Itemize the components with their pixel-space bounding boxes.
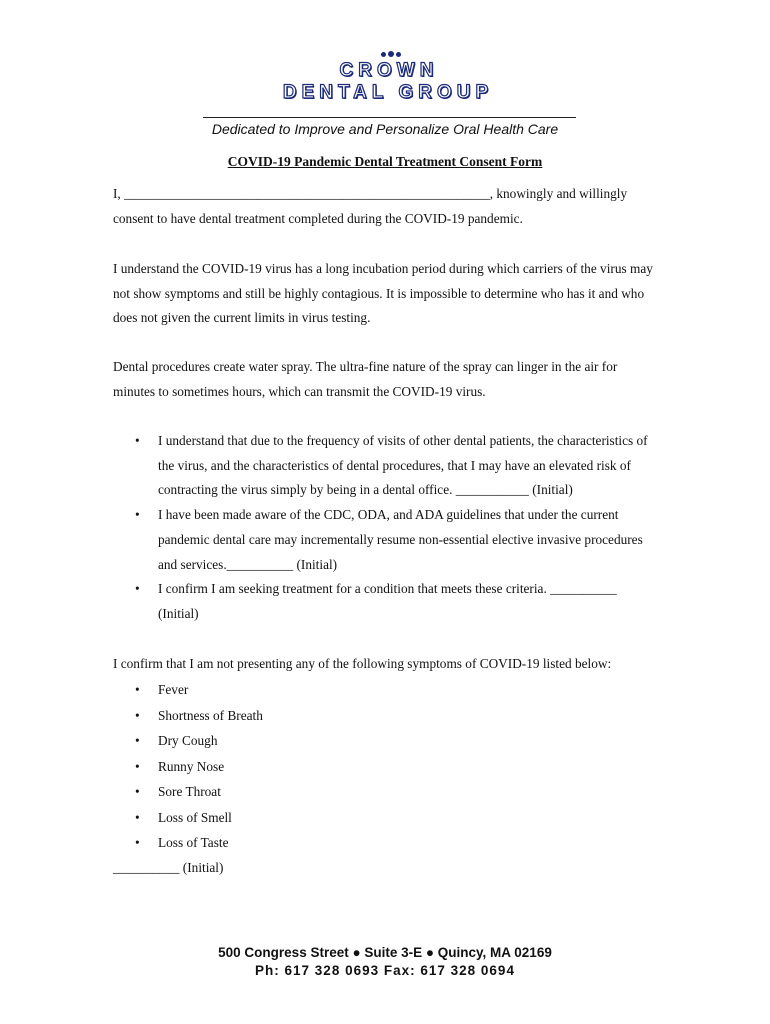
incubation-paragraph: I understand the COVID-19 virus has a long incubation period during which carriers of the virus may not show symptoms and still be highly contagious. It is impossible to determine who has it and who does not given the current limits in virus testing. — [113, 261, 653, 326]
list-item — [113, 728, 658, 754]
symptom-text: Shortness of Breath — [158, 707, 263, 723]
tagline: Dedicated to Improve and Personalize Oral Health Care — [211, 121, 559, 137]
list-item — [113, 830, 658, 856]
bullet-icon: • — [135, 784, 140, 799]
symptoms-initial-line: __________ (Initial) — [113, 860, 224, 875]
acknowledgement-text: I understand that due to the frequency of visits of other dental patients, the characteristics of the virus, and the characteristics of dental procedures, that I may have an elevated risk of contracting the virus simply by being in a dental office. ___________ (Initial) — [158, 433, 648, 498]
consent-intro: I, _______________________________________________________, knowingly and willingly consent to have dental treatment completed during the COVID-19 pandemic. — [113, 186, 628, 226]
header-divider — [203, 117, 576, 118]
symptom-text: Runny Nose — [158, 758, 225, 774]
symptom-text: Sore Throat — [158, 784, 221, 799]
symptom-text: Loss of Taste — [158, 835, 229, 850]
bullet-icon: • — [135, 507, 140, 523]
crown-icon — [12, 50, 770, 58]
list-item — [113, 429, 658, 503]
footer-phone-fax: Ph: 617 328 0693 Fax: 617 328 0694 — [255, 963, 515, 978]
symptom-text: Fever — [158, 682, 189, 697]
bullet-icon: • — [135, 682, 140, 697]
bullet-icon: • — [135, 433, 140, 448]
bullet-icon: • — [135, 809, 140, 825]
crown-dental-logo — [0, 50, 770, 104]
footer-address: 500 Congress Street ● Suite 3-E ● Quincy, MA 02169 — [218, 945, 552, 960]
form-title: COVID-19 Pandemic Dental Treatment Consent Form — [227, 154, 543, 169]
acknowledgement-text: I have been made aware of the CDC, ODA, and ADA guidelines that under the current pandemic dental care may incrementally resume non-essential elective invasive procedures and services.__________ (Initial) — [158, 507, 643, 572]
list-item — [113, 779, 658, 805]
bullet-icon: • — [135, 835, 140, 850]
symptoms-list — [113, 677, 658, 856]
list-item — [113, 577, 658, 626]
symptom-text: Dry Cough — [158, 733, 218, 748]
symptoms-intro: I confirm that I am not presenting any of the following symptoms of COVID-19 listed below: — [113, 656, 612, 671]
list-item — [113, 754, 658, 780]
list-item — [113, 805, 658, 831]
symptom-text: Loss of Smell — [158, 809, 232, 825]
water-spray-paragraph: Dental procedures create water spray. The ultra-fine nature of the spray can linger in the air for minutes to sometimes hours, which can transmit the COVID-19 virus. — [113, 359, 618, 399]
bullet-icon: • — [135, 758, 140, 774]
bullet-icon: • — [135, 581, 140, 597]
logo-wordmark-crown: CROWN — [339, 60, 439, 81]
bullet-icon: • — [135, 733, 140, 748]
acknowledgement-list — [113, 429, 658, 627]
logo-wordmark-dental-group: DENTAL GROUP — [282, 82, 494, 103]
list-item — [113, 503, 658, 577]
footer-contact — [0, 944, 770, 980]
list-item — [113, 703, 658, 729]
list-item — [113, 677, 658, 703]
bullet-icon: • — [135, 707, 140, 723]
acknowledgement-text: I confirm I am seeking treatment for a condition that meets these criteria. __________ (Initial) — [158, 581, 617, 621]
